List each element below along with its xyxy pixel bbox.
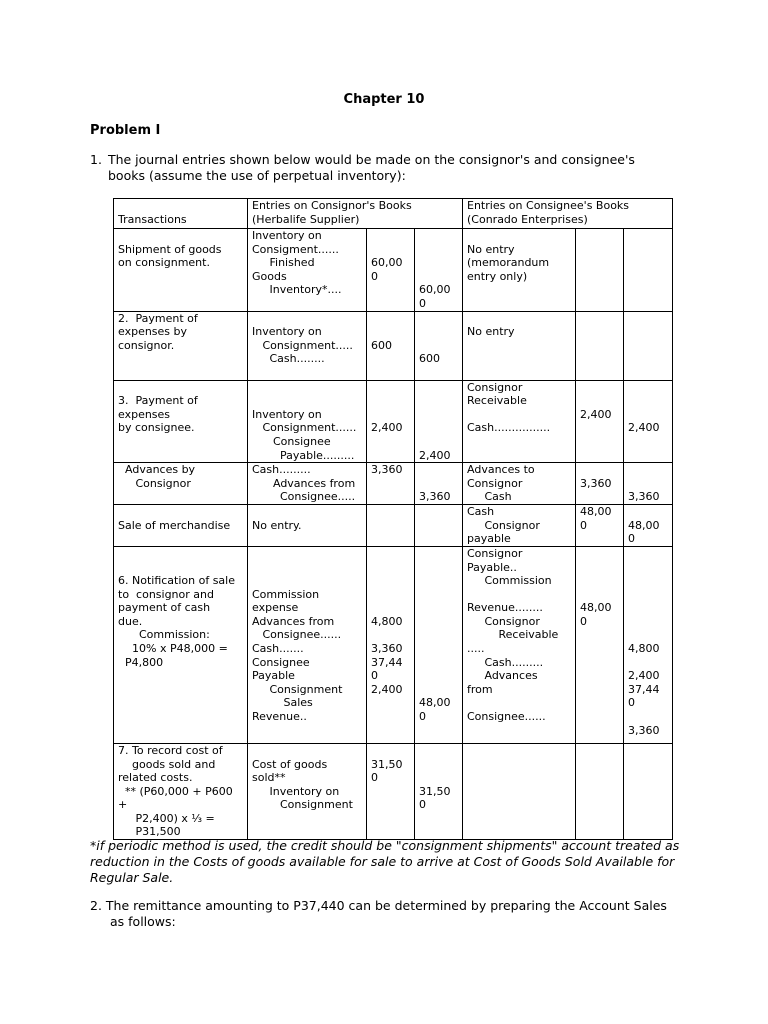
consignor-entry-cell: Inventory on Consignment...... Consignee Payable......... — [248, 380, 367, 463]
header-consignee-books: Entries on Consignee's Books (Conrado Enterprises) — [463, 199, 673, 229]
consignor-credit-cell: 60,00 0 — [415, 229, 463, 312]
consignor-credit-cell: 3,360 — [415, 463, 463, 505]
consignor-entry-cell: Commission expense Advances from Consignee...... Cash....... Consignee Payable Consignment Sales Revenue.. — [248, 546, 367, 743]
consignee-debit-cell — [576, 311, 624, 380]
transaction-cell: 6. Notification of sale to consignor and payment of cash due. Commission: 10% x P48,000 = P4,800 — [114, 546, 248, 743]
consignee-debit-cell — [576, 229, 624, 312]
consignee-entry-cell: Consignor Receivable Cash................ — [463, 380, 576, 463]
consignor-debit-cell: 3,360 — [367, 463, 415, 505]
transaction-cell: 2. Payment of expenses by consignor. — [114, 311, 248, 380]
consignor-entry-cell: Cost of goods sold** Inventory on Consignment — [248, 743, 367, 839]
consignor-entry-cell: Inventory on Consigment...... Finished Goods Inventory*.... — [248, 229, 367, 312]
consignee-entry-cell: Cash Consignor payable — [463, 505, 576, 547]
intro-number: 1. — [90, 152, 102, 167]
consignee-debit-cell: 48,00 0 — [576, 546, 624, 743]
consignee-credit-cell — [624, 311, 673, 380]
table-row — [114, 546, 673, 743]
header-consignor-books: Entries on Consignor's Books (Herbalife Supplier) — [248, 199, 463, 229]
consignor-credit-cell: 2,400 — [415, 380, 463, 463]
table-row — [114, 311, 673, 380]
transaction-cell: 7. To record cost of goods sold and related costs. ** (P60,000 + P600 + P2,400) x ⅓ = P31,500 — [114, 743, 248, 839]
consignor-credit-cell: 31,50 0 — [415, 743, 463, 839]
consignee-entry-cell — [463, 743, 576, 839]
consignee-credit-cell: 3,360 — [624, 463, 673, 505]
consignee-entry-cell: Advances to Consignor Cash — [463, 463, 576, 505]
consignee-debit-cell: 3,360 — [576, 463, 624, 505]
table-row — [114, 229, 673, 312]
consignee-entry-cell: No entry — [463, 311, 576, 380]
problem-heading: Problem I — [90, 123, 161, 138]
remittance-paragraph — [90, 898, 680, 930]
consignor-debit-cell: 2,400 — [367, 380, 415, 463]
remittance-line-1: 2. The remittance amounting to P37,440 can be determined by preparing the Account Sales — [90, 898, 667, 913]
transaction-cell: Shipment of goods on consignment. — [114, 229, 248, 312]
periodic-method-footnote: *if periodic method is used, the credit should be "consignment shipments" account treated as reduction in the Costs of goods available for sale to arrive at Cost of Goods Sold Available for Regular Sale. — [90, 838, 680, 885]
transaction-cell: Advances by Consignor — [114, 463, 248, 505]
intro-line-2: books (assume the use of perpetual inventory): — [108, 168, 406, 183]
remittance-line-2: as follows: — [110, 914, 176, 929]
consignor-debit-cell — [367, 505, 415, 547]
header-transactions: Transactions — [114, 199, 248, 229]
transaction-cell: Sale of merchandise — [114, 505, 248, 547]
table-header-row — [114, 199, 673, 229]
consignor-credit-cell — [415, 505, 463, 547]
consignee-entry-cell: Consignor Payable.. Commission Revenue........ Consignor Receivable ..... Cash......... Advances from Consignee...... — [463, 546, 576, 743]
consignee-credit-cell: 48,00 0 — [624, 505, 673, 547]
consignor-debit-cell: 600 — [367, 311, 415, 380]
consignor-entry-cell: No entry. — [248, 505, 367, 547]
consignor-debit-cell: 31,50 0 — [367, 743, 415, 839]
consignee-debit-cell: 48,00 0 — [576, 505, 624, 547]
table-row — [114, 505, 673, 547]
consignee-credit-cell — [624, 743, 673, 839]
consignor-entry-cell: Cash......... Advances from Consignee..... — [248, 463, 367, 505]
consignee-credit-cell: 4,800 2,400 37,44 0 3,360 — [624, 546, 673, 743]
intro-paragraph — [90, 152, 678, 184]
chapter-title: Chapter 10 — [343, 92, 425, 107]
journal-entries-table — [113, 198, 673, 840]
table-row — [114, 380, 673, 463]
consignee-debit-cell: 2,400 — [576, 380, 624, 463]
transaction-cell: 3. Payment of expenses by consignee. — [114, 380, 248, 463]
consignee-credit-cell: 2,400 — [624, 380, 673, 463]
table-row — [114, 463, 673, 505]
consignee-debit-cell — [576, 743, 624, 839]
consignor-debit-cell: 60,00 0 — [367, 229, 415, 312]
intro-line-1: The journal entries shown below would be made on the consignor's and consignee's — [107, 152, 635, 167]
table-row — [114, 743, 673, 839]
consignor-credit-cell: 48,00 0 — [415, 546, 463, 743]
consignee-credit-cell — [624, 229, 673, 312]
consignor-entry-cell: Inventory on Consignment..... Cash........ — [248, 311, 367, 380]
consignor-debit-cell: 4,800 3,360 37,44 0 2,400 — [367, 546, 415, 743]
consignor-credit-cell: 600 — [415, 311, 463, 380]
consignee-entry-cell: No entry (memorandum entry only) — [463, 229, 576, 312]
